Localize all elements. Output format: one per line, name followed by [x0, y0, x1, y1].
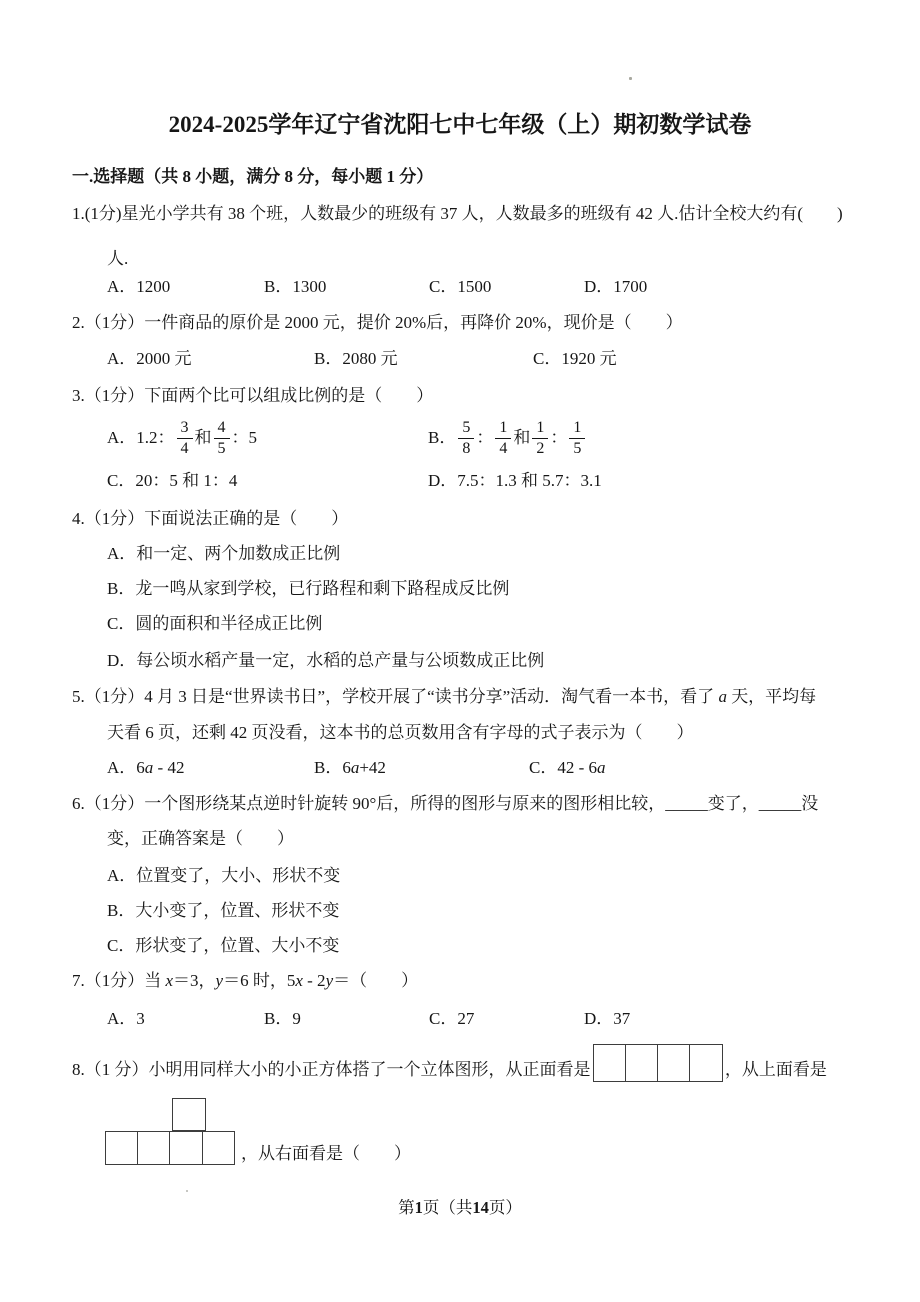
question-8-stem-line-1	[72, 1018, 827, 1082]
question-3-options-ab	[0, 412, 920, 464]
stem-text: ＝3，	[173, 971, 216, 990]
page-title: 2024-2025学年辽宁省沈阳七中七年级（上）期初数学试卷	[168, 112, 752, 137]
fraction	[495, 418, 511, 459]
question-1-option-c: C．1500	[429, 277, 492, 296]
footer-text: 页（共	[422, 1198, 473, 1217]
question-8-stem-line-2	[105, 1097, 411, 1166]
question-2-stem: 2.（1分）一件商品的原价是 2000 元，提价 20%后，再降价 20%，现价是（ ）	[72, 313, 683, 332]
page-footer	[0, 1197, 920, 1219]
question-7-option-b: B．9	[264, 1009, 301, 1028]
question-3-option-d: D．7.5：1.3 和 5.7：3.1	[428, 471, 602, 490]
question-3-stem: 3.（1分）下面两个比可以组成比例的是（ ）	[72, 386, 434, 405]
question-5-option-a	[107, 756, 184, 780]
fraction-denominator: 2	[536, 439, 545, 457]
footer-page-number: 1	[414, 1198, 423, 1217]
fraction	[458, 418, 474, 459]
variable-y: y	[325, 971, 334, 990]
footer-total-pages: 14	[472, 1198, 489, 1217]
fraction-numerator: 5	[458, 418, 474, 439]
fraction-numerator: 1	[532, 418, 548, 439]
option-text: C．42 - 6	[529, 758, 597, 777]
question-2-option-a: A．2000 元	[107, 349, 192, 368]
stray-mark-bottom	[186, 1190, 188, 1192]
question-3-options-cd	[0, 469, 920, 493]
question-5-stem-line-2: 天看 6 页，还剩 42 页没看，这本书的总页数用含有字母的式子表示为（ ）	[107, 723, 694, 742]
question-4-option-d: D．每公顷水稻产量一定，水稻的总产量与公顷数成正比例	[107, 651, 545, 670]
question-4-option-a: A．和一定、两个加数成正比例	[107, 544, 341, 563]
question-6-stem-line-2: 变，正确答案是（ ）	[107, 829, 294, 848]
footer-text: 页）	[488, 1198, 522, 1217]
stem-text: ，从上面看是	[724, 1060, 827, 1079]
variable-y: y	[215, 971, 224, 990]
fraction-denominator: 4	[180, 439, 189, 457]
variable-x: x	[295, 971, 303, 990]
stem-text: 7.（1分）当	[72, 971, 166, 990]
fraction-denominator: 5	[573, 439, 582, 457]
option-text: A．6	[107, 758, 145, 777]
footer-text: 第	[398, 1198, 415, 1217]
option-text: 和	[513, 428, 531, 447]
figure-square	[169, 1131, 203, 1165]
variable-x: x	[165, 971, 174, 990]
question-4-option-b: B．龙一鸣从家到学校，已行路程和剩下路程成反比例	[107, 579, 510, 598]
figure-square	[172, 1098, 206, 1132]
section-heading: 一.选择题（共 8 小题，满分 8 分，每小题 1 分）	[72, 167, 434, 186]
fraction	[214, 418, 230, 459]
stem-text: ＝（ ）	[333, 971, 419, 990]
option-label: B．	[428, 428, 457, 447]
question-1-option-b: B．1300	[264, 277, 327, 296]
variable-a: a	[350, 758, 360, 777]
fraction-numerator: 4	[214, 418, 230, 439]
option-text: ：	[476, 428, 494, 447]
option-text: B．6	[314, 758, 351, 777]
stem-text: 8.（1 分）小明用同样大小的小正方体搭了一个立体图形，从正面看是	[72, 1060, 591, 1079]
option-text: +42	[359, 758, 386, 777]
fraction-denominator: 8	[462, 439, 471, 457]
stem-text: 天，平均每	[726, 687, 817, 706]
figure-square	[657, 1044, 691, 1082]
figure-square	[625, 1044, 659, 1082]
question-5-options	[0, 756, 920, 780]
question-6-stem-line-1: 6.（1分）一个图形绕某点逆时针旋转 90°后，所得的图形与原来的图形相比较，_____变了，_____没	[72, 794, 819, 813]
variable-a: a	[144, 758, 154, 777]
question-1-option-a: A．1200	[107, 277, 171, 296]
option-text: ：	[550, 428, 568, 447]
fraction-denominator: 4	[499, 439, 508, 457]
stem-text: ＝6 时，5	[223, 971, 296, 990]
question-2-option-c: C．1920 元	[533, 349, 617, 368]
question-3-option-a	[107, 412, 257, 464]
top-view-figure	[105, 1098, 241, 1166]
question-4-option-c: C．圆的面积和半径成正比例	[107, 614, 323, 633]
option-text: - 42	[153, 758, 185, 777]
front-view-figure	[593, 1044, 723, 1082]
question-5-option-b	[314, 756, 386, 780]
fraction-numerator: 1	[495, 418, 511, 439]
fraction-numerator: 1	[569, 418, 585, 439]
figure-square	[105, 1131, 139, 1165]
figure-bottom-row	[105, 1131, 235, 1165]
question-1-options	[0, 275, 920, 299]
question-7-option-d: D．37	[584, 1009, 631, 1028]
option-label: A．	[107, 428, 137, 447]
option-text: 1.2：	[136, 428, 175, 447]
fraction	[177, 418, 193, 459]
figure-square	[689, 1044, 723, 1082]
question-2-options	[0, 347, 920, 371]
variable-a: a	[718, 687, 727, 706]
question-4-stem: 4.（1分）下面说法正确的是（ ）	[72, 509, 349, 528]
question-1-option-d: D．1700	[584, 277, 648, 296]
question-7-option-a: A．3	[107, 1009, 145, 1028]
stray-mark-top	[629, 77, 632, 80]
question-1-stem-line-2: 人.	[107, 249, 129, 268]
fraction-denominator: 5	[217, 439, 226, 457]
question-5-option-c	[529, 756, 606, 780]
stem-text: 5.（1分）4 月 3 日是“世界读书日”，学校开展了“读书分享”活动．淘气看一本书，看了	[72, 687, 719, 706]
question-2-option-b: B．2080 元	[314, 349, 398, 368]
question-1-stem-line-1: 1.(1分)星光小学共有 38 个班，人数最少的班级有 37 人，人数最多的班级有 42 人.估计全校大约有( )	[72, 204, 843, 223]
question-6-option-c: C．形状变了，位置、大小不变	[107, 936, 340, 955]
question-7-option-c: C．27	[429, 1009, 475, 1028]
figure-square	[202, 1131, 236, 1165]
fraction	[569, 418, 585, 459]
option-text: ：5	[231, 428, 258, 447]
figure-square	[593, 1044, 627, 1082]
stem-text: ，从右面看是（ ）	[241, 1144, 411, 1163]
question-7-stem	[72, 969, 418, 993]
question-6-option-a: A．位置变了，大小、形状不变	[107, 866, 341, 885]
stem-text: - 2	[302, 971, 326, 990]
fraction	[532, 418, 548, 459]
question-6-option-b: B．大小变了，位置、形状不变	[107, 901, 340, 920]
question-3-option-c: C．20：5 和 1：4	[107, 471, 238, 490]
figure-square	[137, 1131, 171, 1165]
option-text: 和	[194, 428, 212, 447]
variable-a: a	[597, 758, 606, 777]
question-3-option-b	[428, 412, 587, 464]
fraction-numerator: 3	[177, 418, 193, 439]
question-5-stem-line-1	[72, 685, 816, 709]
